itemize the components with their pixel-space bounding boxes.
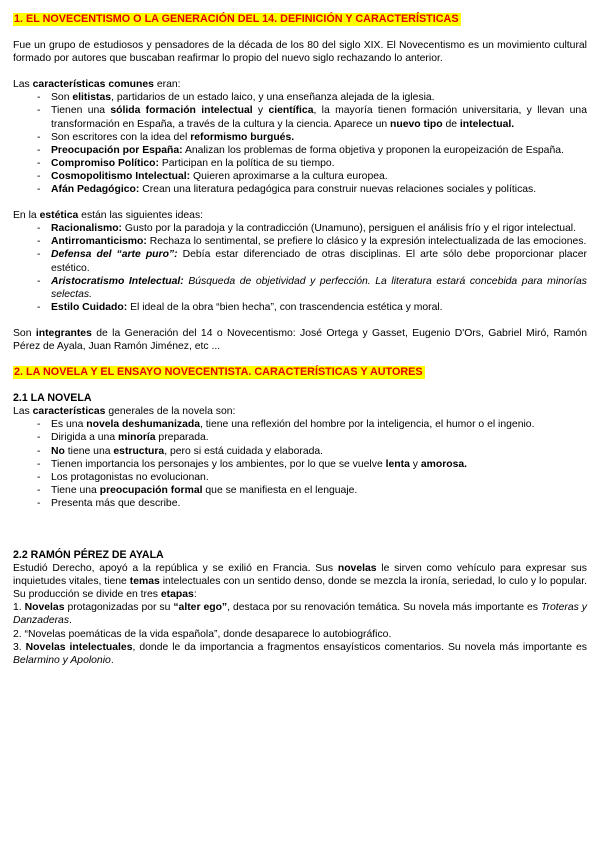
- ayala-stage-1: 1. Novelas protagonizadas por su “alter ego”, destaca por su renovación temática. Su novela más importante es Troteras y Danzaderas.: [13, 602, 588, 627]
- list-item: - Dirigida a una minoría preparada.: [13, 431, 587, 444]
- novel-characteristics-list: [13, 418, 587, 510]
- list-item: - Son elitistas, partidarios de un estado laico, y una enseñanza alejada de la iglesia.: [13, 91, 587, 104]
- aesthetics-list: [13, 222, 587, 314]
- novel-subheading: 2.1 LA NOVELA: [13, 392, 92, 405]
- ayala-subheading: 2.2 RAMÓN PÉREZ DE AYALA: [13, 549, 164, 561]
- list-item: - Preocupación por España: Analizan los problemas de forma objetiva y proponen la europeización de España.: [13, 144, 587, 157]
- list-item: - Estilo Cuidado: El ideal de la obra “bien hecha”, con trascendencia estética y moral.: [13, 301, 587, 314]
- list-item: - Antirromanticismo: Rechaza lo sentimental, se prefiere lo clásico y la expresión intelectualizada de las emociones.: [13, 235, 587, 248]
- list-item: - No tiene una estructura, pero si está cuidada y elaborada.: [13, 445, 587, 458]
- list-item: - Cosmopolitismo Intelectual: Quieren aproximarse a la cultura europea.: [13, 170, 587, 183]
- list-item: - Tienen una sólida formación intelectual y científica, la mayoría tienen formación universitaria, y llevan una transformación en España, a través de la cultura y la ciencia. Aparece un nuevo tipo de intelectual.: [13, 104, 587, 130]
- ayala-paragraph: Estudió Derecho, apoyó a la república y se exilió en Francia. Sus novelas le sirven como vehículo para expresar sus inquietudes vitales, tiene temas intelectuales con un sentido denso, donde se mezcla la ironía, seriedad, lo culo y lo popular. Su producción se divide en tres etapas:: [13, 563, 588, 601]
- list-item: - Es una novela deshumanizada, tiene una reflexión del hombre por la inteligencia, el humor o el ingenio.: [13, 418, 587, 431]
- characteristics-lead: Las características comunes eran:: [13, 79, 181, 91]
- section1-title: 1. EL NOVECENTISMO O LA GENERACIÓN DEL 14. DEFINICIÓN Y CARACTERÍSTICAS: [14, 13, 459, 25]
- list-item: - Defensa del “arte puro”: Debía estar diferenciado de otras disciplinas. El arte sólo debe proporcionar placer estético.: [13, 248, 587, 274]
- list-item: - Aristocratismo Intelectual: Búsqueda de objetividad y perfección. La literatura estará concebida para minorías selectas.: [13, 275, 587, 301]
- list-item: - Presenta más que describe.: [13, 497, 587, 510]
- aesthetics-lead: En la estética están las siguientes ideas:: [13, 210, 204, 222]
- list-item: - Tiene una preocupación formal que se manifiesta en el lenguaje.: [13, 484, 587, 497]
- members-paragraph: Son integrantes de la Generación del 14 o Novecentismo: José Ortega y Gasset, Eugenio D'Ors, Gabriel Miró, Ramón Pérez de Ayala, Juan Ramón Jiménez, etc ...: [13, 327, 587, 352]
- ayala-stage-2: 2. “Novelas poemáticas de la vida española”, donde desaparece lo autobiográfico.: [13, 628, 392, 640]
- list-item: - Racionalismo: Gusto por la paradoja y la contradicción (Unamuno), persiguen el análisis frío y el rigor intelectual.: [13, 222, 587, 235]
- document-page: [13, 13, 587, 667]
- list-item: - Compromiso Político: Participan en la política de su tiempo.: [13, 157, 587, 170]
- section2-title: 2. LA NOVELA Y EL ENSAYO NOVECENTISTA. CARACTERÍSTICAS Y AUTORES: [14, 366, 423, 379]
- list-item: - Los protagonistas no evolucionan.: [13, 471, 587, 484]
- section1-intro: Fue un grupo de estudiosos y pensadores de la década de los 80 del siglo XIX. El Novecentismo es un movimiento cultural formado por autores que buscaban reafirmar lo propio del nuevo siglo rechazando lo anterior.: [13, 40, 587, 65]
- list-item: - Son escritores con la idea del reformismo burgués.: [13, 131, 587, 144]
- characteristics-list: [13, 91, 587, 196]
- list-item: - Tienen importancia los personajes y los ambientes, por lo que se vuelve lenta y amorosa.: [13, 458, 587, 471]
- ayala-stage-3: 3. Novelas intelectuales, donde le da importancia a fragmentos ensayísticos comentarios. Su novela más importante es Belarmino y Apolonio.: [13, 641, 587, 666]
- section2-heading: [13, 366, 587, 379]
- section1-heading: [13, 13, 587, 26]
- list-item: - Afán Pedagógico: Crean una literatura pedagógica para construir nuevas relaciones sociales y políticas.: [13, 183, 587, 196]
- novel-lead: Las características generales de la novela son:: [13, 406, 236, 418]
